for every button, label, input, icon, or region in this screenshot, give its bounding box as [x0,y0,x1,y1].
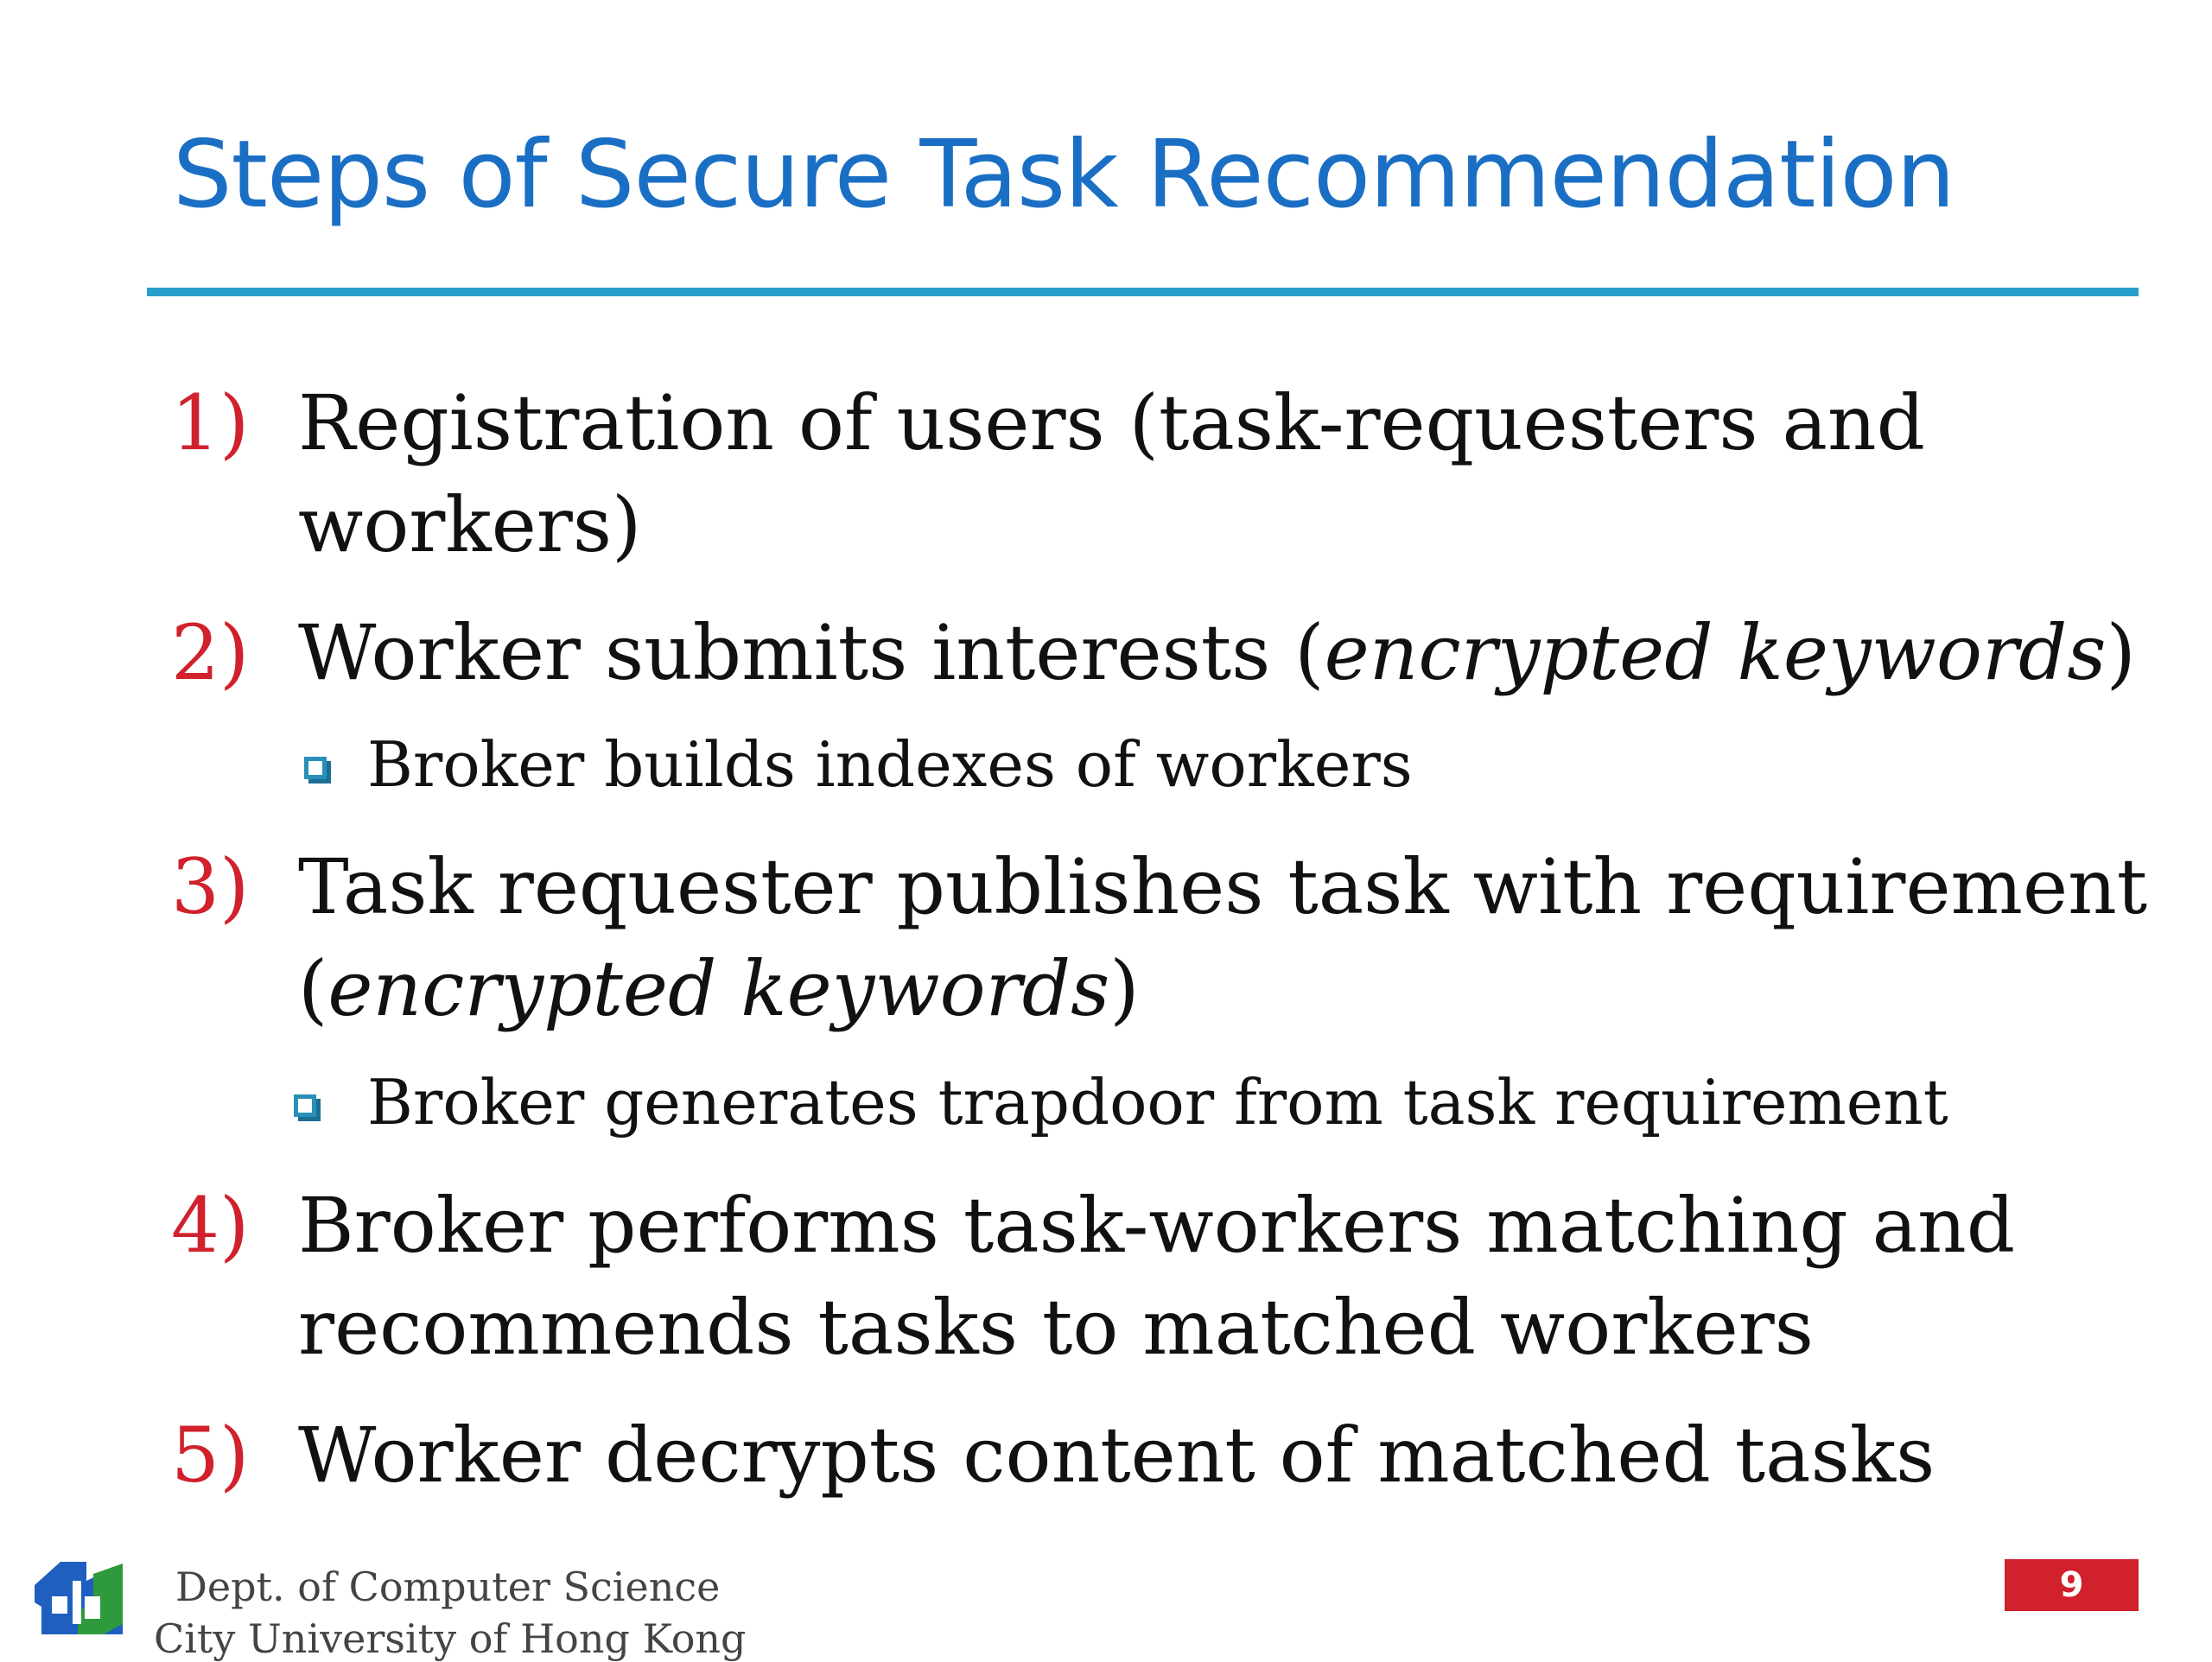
step-2-line [298,608,2136,697]
step-2-italic: encrypted keywords [1324,608,2107,697]
step-2-sub-item: Broker builds indexes of workers [367,728,1413,801]
square-bullet-icon [294,1094,316,1117]
square-bullet-icon [304,757,327,779]
step-3-suffix: ) [1109,944,1140,1033]
step-1-number: 1) [171,378,250,467]
step-3-italic: encrypted keywords [327,944,1110,1033]
step-3-prefix: ( [298,944,328,1033]
step-4-line-2: recommends tasks to matched workers [298,1283,1814,1372]
page-number: 9 [2005,1559,2139,1611]
step-2-text: Worker submits interests ( [298,608,1325,697]
step-4-number: 4) [171,1181,250,1270]
step-2-number: 2) [171,608,250,697]
step-3-line-1: Task requester publishes task with requirement [298,842,2148,931]
step-4-line-1: Broker performs task-workers matching and [298,1181,2016,1270]
footer-dept: Dept. of Computer Science [175,1564,721,1610]
step-5-line: Worker decrypts content of matched tasks [298,1411,1936,1500]
step-1-line-2: workers) [298,480,642,569]
slide-title: Steps of Secure Task Recommendation [173,121,1955,229]
step-5-number: 5) [171,1411,250,1500]
step-3-line-2 [298,944,1140,1033]
step-2-suffix: ) [2106,608,2136,697]
step-1-line-1: Registration of users (task-requesters and [298,378,1925,467]
step-3-sub-item: Broker generates trapdoor from task requirement [367,1066,1948,1139]
step-3-number: 3) [171,842,250,931]
cityu-logo-icon [26,1555,128,1641]
footer-university: City University of Hong Kong [154,1615,747,1662]
